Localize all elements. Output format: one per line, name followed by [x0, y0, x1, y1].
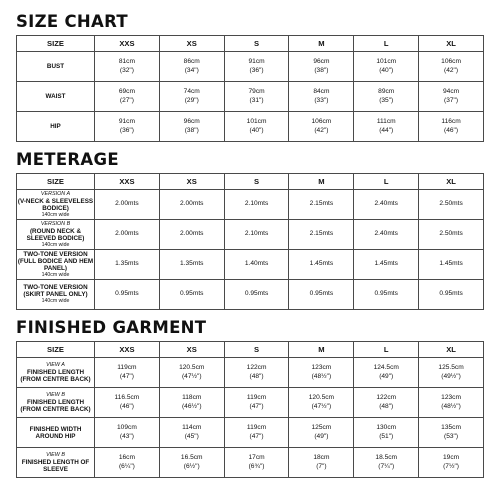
- table-cell: 2.15mts: [289, 190, 354, 220]
- table-row: [17, 220, 484, 250]
- table-row: [17, 358, 484, 388]
- meterage-title: METERAGE: [16, 150, 119, 169]
- column-header-xl: XL: [419, 174, 484, 190]
- row-label: [17, 280, 95, 310]
- table-cell: [289, 358, 354, 388]
- cell-metric: 119cm: [246, 394, 267, 401]
- table-cell: 2.10mts: [224, 220, 289, 250]
- row-label-text: FINISHED LENGTH (FROM CENTRE BACK): [20, 369, 91, 383]
- table-cell: 2.50mts: [419, 220, 484, 250]
- table-cell: [224, 112, 289, 142]
- row-label-text: FINISHED WIDTH AROUND HIP: [29, 425, 82, 440]
- cell-metric: 86cm: [183, 58, 200, 65]
- cell-imperial: (7"): [316, 462, 327, 470]
- column-header-m: M: [289, 174, 354, 190]
- cell-imperial: (45"): [184, 432, 199, 440]
- column-header-l: L: [354, 36, 419, 52]
- row-label: [17, 358, 95, 388]
- row-label: [17, 448, 95, 478]
- table-cell: [159, 448, 224, 478]
- cell-metric: 125cm: [311, 424, 332, 431]
- row-label-text: (ROUND NECK & SLEEVED BODICE): [26, 227, 85, 242]
- row-fabric-width: 140cm wide: [41, 241, 70, 248]
- table-cell: 2.10mts: [224, 190, 289, 220]
- table-cell: [289, 388, 354, 418]
- table-cell: [224, 448, 289, 478]
- column-header-xl: XL: [419, 36, 484, 52]
- table-cell: [289, 52, 354, 82]
- table-row: [17, 82, 484, 112]
- table-cell: 1.35mts: [159, 250, 224, 280]
- cell-imperial: (46"): [444, 126, 459, 134]
- table-header-row: [17, 342, 484, 358]
- column-header-size: SIZE: [17, 174, 95, 190]
- table-cell: [159, 388, 224, 418]
- cell-metric: 116.5cm: [114, 394, 140, 401]
- cell-imperial: (49"): [379, 372, 394, 380]
- column-header-xxs: XXS: [95, 342, 160, 358]
- cell-imperial: (38"): [314, 66, 329, 74]
- table-row: [17, 112, 484, 142]
- table-cell: [289, 112, 354, 142]
- column-header-xs: XS: [159, 36, 224, 52]
- cell-imperial: (36"): [249, 66, 264, 74]
- cell-imperial: (47½"): [311, 402, 332, 410]
- table-cell: 0.95mts: [354, 280, 419, 310]
- row-version: VIEW B: [46, 452, 65, 458]
- cell-imperial: (36"): [119, 126, 134, 134]
- table-cell: [354, 52, 419, 82]
- row-label-text: FINISHED LENGTH (FROM CENTRE BACK): [20, 399, 91, 413]
- cell-metric: 118cm: [182, 394, 202, 401]
- cell-imperial: (47"): [119, 372, 134, 380]
- cell-metric: 96cm: [183, 118, 200, 125]
- cell-imperial: (47"): [249, 432, 264, 440]
- cell-imperial: (48"): [379, 402, 394, 410]
- cell-imperial: (35"): [379, 96, 394, 104]
- row-label-text: BUST: [46, 63, 65, 70]
- table-cell: [159, 112, 224, 142]
- table-cell: [95, 82, 160, 112]
- cell-metric: 74cm: [183, 88, 200, 95]
- row-label-text: WAIST: [45, 93, 66, 100]
- table-cell: 2.40mts: [354, 190, 419, 220]
- cell-imperial: (40"): [379, 66, 394, 74]
- size-chart-table: [16, 35, 484, 142]
- table-cell: 0.95mts: [95, 280, 160, 310]
- cell-imperial: (48"): [249, 372, 264, 380]
- cell-metric: 114cm: [182, 424, 202, 431]
- column-header-s: S: [224, 342, 289, 358]
- column-header-size: SIZE: [17, 36, 95, 52]
- cell-imperial: (31"): [249, 96, 264, 104]
- row-fabric-width: 140cm wide: [41, 211, 70, 218]
- row-label-text: (V-NECK & SLEEVELESS BODICE): [17, 197, 94, 212]
- row-fabric-width: 140cm wide: [41, 271, 70, 278]
- cell-imperial: (27"): [119, 96, 134, 104]
- cell-metric: 101cm: [376, 58, 397, 65]
- table-row: [17, 418, 484, 448]
- row-version: VERSION A: [40, 190, 71, 197]
- table-header-row: [17, 36, 484, 52]
- table-cell: 1.45mts: [289, 250, 354, 280]
- cell-metric: 84cm: [313, 88, 330, 95]
- row-label: [17, 190, 95, 220]
- table-row: [17, 250, 484, 280]
- cell-imperial: (32"): [119, 66, 134, 74]
- cell-imperial: (48½"): [441, 402, 461, 410]
- cell-metric: 120.5cm: [308, 394, 335, 401]
- table-cell: [354, 448, 419, 478]
- table-row: [17, 52, 484, 82]
- table-cell: 1.45mts: [354, 250, 419, 280]
- row-label: [17, 52, 95, 82]
- cell-imperial: (6¼"): [118, 462, 135, 470]
- cell-metric: 125.5cm: [438, 364, 464, 371]
- table-cell: 2.15mts: [289, 220, 354, 250]
- row-label-text: FINISHED LENGTH OF SLEEVE: [21, 459, 90, 473]
- table-cell: [224, 82, 289, 112]
- table-row: [17, 448, 484, 478]
- cell-metric: 101cm: [246, 118, 267, 125]
- column-header-size: SIZE: [17, 342, 95, 358]
- row-label: [17, 220, 95, 250]
- row-version: VIEW A: [46, 362, 65, 368]
- table-cell: 0.95mts: [419, 280, 484, 310]
- table-cell: [95, 448, 160, 478]
- cell-imperial: (38"): [184, 126, 199, 134]
- cell-imperial: (49½"): [441, 372, 461, 380]
- table-cell: [224, 388, 289, 418]
- table-cell: 1.40mts: [224, 250, 289, 280]
- cell-metric: 119cm: [117, 364, 137, 371]
- row-label: [17, 388, 95, 418]
- table-cell: 1.35mts: [95, 250, 160, 280]
- finished-garment-table: [16, 341, 484, 478]
- table-cell: [354, 358, 419, 388]
- cell-imperial: (47"): [249, 402, 264, 410]
- table-cell: 0.95mts: [289, 280, 354, 310]
- table-cell: 2.00mts: [159, 220, 224, 250]
- cell-imperial: (42"): [314, 126, 329, 134]
- column-header-l: L: [354, 174, 419, 190]
- table-cell: [419, 418, 484, 448]
- table-cell: [159, 418, 224, 448]
- cell-metric: 79cm: [248, 88, 265, 95]
- cell-metric: 19cm: [443, 454, 460, 461]
- cell-metric: 119cm: [246, 424, 267, 431]
- cell-metric: 122cm: [376, 394, 397, 401]
- table-cell: [354, 112, 419, 142]
- cell-metric: 81cm: [118, 58, 135, 65]
- row-label-text: HIP: [50, 123, 61, 130]
- column-header-l: L: [354, 342, 419, 358]
- table-cell: [289, 448, 354, 478]
- cell-metric: 94cm: [443, 88, 460, 95]
- cell-metric: 135cm: [441, 424, 461, 431]
- cell-metric: 106cm: [441, 58, 461, 65]
- cell-imperial: (37"): [444, 96, 459, 104]
- cell-metric: 130cm: [376, 424, 397, 431]
- column-header-xs: XS: [159, 342, 224, 358]
- cell-imperial: (7½"): [443, 462, 460, 470]
- cell-metric: 89cm: [378, 88, 395, 95]
- cell-imperial: (49"): [314, 432, 329, 440]
- cell-imperial: (44"): [379, 126, 394, 134]
- table-cell: 0.95mts: [159, 280, 224, 310]
- table-cell: [289, 82, 354, 112]
- table-cell: [159, 358, 224, 388]
- column-header-xl: XL: [419, 342, 484, 358]
- table-cell: 2.00mts: [95, 190, 160, 220]
- cell-metric: 122cm: [246, 364, 267, 371]
- cell-imperial: (48½"): [311, 372, 332, 380]
- table-row: [17, 190, 484, 220]
- table-cell: [354, 418, 419, 448]
- cell-metric: 111cm: [376, 118, 396, 125]
- column-header-m: M: [289, 36, 354, 52]
- row-label: [17, 418, 95, 448]
- table-cell: [95, 52, 160, 82]
- table-cell: [95, 358, 160, 388]
- cell-metric: 123cm: [311, 364, 332, 371]
- table-cell: [354, 388, 419, 418]
- cell-imperial: (34"): [184, 66, 199, 74]
- cell-metric: 16.5cm: [180, 454, 203, 461]
- cell-imperial: (7¼"): [378, 462, 395, 470]
- cell-metric: 124.5cm: [373, 364, 399, 371]
- table-cell: 0.95mts: [224, 280, 289, 310]
- row-version: VERSION B: [40, 220, 71, 227]
- row-label-text: TWO-TONE VERSION (FULL BODICE AND HEM PANEL): [17, 250, 94, 272]
- row-label: [17, 112, 95, 142]
- cell-metric: 16cm: [118, 454, 135, 461]
- cell-imperial: (51"): [379, 432, 394, 440]
- size-chart-title: SIZE CHART: [16, 12, 128, 31]
- cell-imperial: (40"): [249, 126, 264, 134]
- row-label: [17, 250, 95, 280]
- cell-imperial: (46"): [119, 402, 134, 410]
- row-fabric-width: 140cm wide: [41, 298, 70, 304]
- table-cell: [224, 52, 289, 82]
- cell-imperial: (6½"): [183, 462, 200, 470]
- cell-metric: 91cm: [248, 58, 265, 65]
- table-cell: [159, 82, 224, 112]
- table-cell: [419, 448, 484, 478]
- meterage-table: [16, 173, 484, 310]
- row-label: [17, 82, 95, 112]
- table-cell: [224, 358, 289, 388]
- column-header-xs: XS: [159, 174, 224, 190]
- table-cell: [95, 112, 160, 142]
- column-header-s: S: [224, 174, 289, 190]
- cell-metric: 116cm: [441, 118, 461, 125]
- cell-imperial: (47½"): [181, 372, 202, 380]
- table-cell: [289, 418, 354, 448]
- cell-imperial: (6¾"): [248, 462, 265, 470]
- column-header-s: S: [224, 36, 289, 52]
- table-cell: [224, 418, 289, 448]
- cell-metric: 109cm: [117, 424, 137, 431]
- finished-garment-title: FINISHED GARMENT: [16, 318, 207, 337]
- table-cell: 2.40mts: [354, 220, 419, 250]
- table-cell: [419, 358, 484, 388]
- cell-metric: 18cm: [313, 454, 330, 461]
- cell-imperial: (53"): [444, 432, 459, 440]
- table-row: [17, 280, 484, 310]
- row-version: VIEW B: [46, 392, 65, 398]
- cell-metric: 69cm: [118, 88, 135, 95]
- column-header-xxs: XXS: [95, 174, 160, 190]
- column-header-xxs: XXS: [95, 36, 160, 52]
- cell-metric: 18.5cm: [375, 454, 398, 461]
- cell-metric: 17cm: [248, 454, 265, 461]
- table-cell: [95, 418, 160, 448]
- row-label-text: TWO-TONE VERSION (SKIRT PANEL ONLY): [23, 284, 88, 298]
- cell-metric: 106cm: [311, 118, 332, 125]
- table-cell: [354, 82, 419, 112]
- table-header-row: [17, 174, 484, 190]
- cell-metric: 120.5cm: [179, 364, 205, 371]
- table-cell: [419, 388, 484, 418]
- cell-imperial: (43"): [119, 432, 134, 440]
- cell-imperial: (29"): [184, 96, 199, 104]
- table-cell: [419, 112, 484, 142]
- cell-imperial: (33"): [314, 96, 329, 104]
- table-cell: 2.00mts: [95, 220, 160, 250]
- cell-metric: 96cm: [313, 58, 330, 65]
- cell-metric: 91cm: [118, 118, 135, 125]
- table-cell: 1.45mts: [419, 250, 484, 280]
- table-row: [17, 388, 484, 418]
- cell-metric: 123cm: [441, 394, 461, 401]
- table-cell: [159, 52, 224, 82]
- table-cell: 2.50mts: [419, 190, 484, 220]
- table-cell: [95, 388, 160, 418]
- table-cell: 2.00mts: [159, 190, 224, 220]
- cell-imperial: (42"): [444, 66, 459, 74]
- column-header-m: M: [289, 342, 354, 358]
- table-cell: [419, 52, 484, 82]
- cell-imperial: (46½"): [181, 402, 202, 410]
- table-cell: [419, 82, 484, 112]
